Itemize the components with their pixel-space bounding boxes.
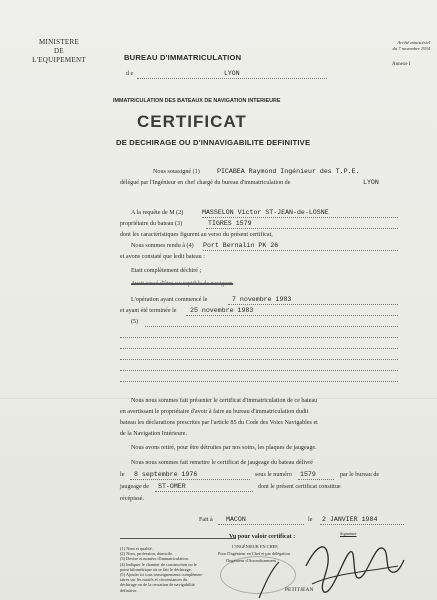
signatory-name: PETITJEAN	[285, 587, 314, 593]
dotted-line	[202, 217, 398, 218]
arrete-reference	[348, 40, 430, 52]
plaques-text: Nous avons retiré, pour être détruites par nos soins, les plaques de jaugeage.	[131, 445, 317, 451]
certificate-title: CERTIFICAT	[137, 112, 247, 131]
ingenieur-en-chef: L'INGÉNIEUR EN CHEF,	[232, 544, 279, 549]
presente-line-4: de la Navigation Intérieure.	[120, 431, 188, 437]
dotted-line	[228, 304, 398, 305]
jauge-number: 1579	[300, 471, 316, 478]
dotted-line	[120, 359, 398, 360]
start-date: 7 novembre 1983	[232, 296, 292, 303]
fait-city: MACON	[226, 516, 246, 523]
arrete-line: du 7 novembre 1934	[392, 46, 430, 51]
caracteristiques-text: dont les caractéristiques figurent au verso du présent certificat,	[120, 232, 273, 238]
par-delegation: Pour l'Ingénieur en Chef et par délégation	[218, 551, 290, 556]
bureau-title: BUREAU D'IMMATRICULATION	[124, 53, 242, 62]
dotted-line	[218, 524, 304, 525]
inspector-name: PICABEA Raymond Ingénieur des T.P.E.	[217, 168, 360, 175]
le-date-label: le	[308, 517, 313, 523]
place-location: Port Bernalin PK 26	[203, 242, 279, 249]
ministry-line: L'EQUIPEMENT	[32, 56, 86, 64]
par-bureau-label: par le bureau de	[340, 472, 380, 478]
signature-flourish	[255, 560, 285, 600]
footnote-item: (3) Devise et numéro d'immatriculation.	[120, 556, 189, 562]
delegue-line: délégué par l'Ingénieur en chef chargé du bureau d'immatriculation d	[120, 180, 288, 186]
boat-name: TIGRES 1579	[208, 220, 252, 227]
footnote-separator	[120, 538, 236, 539]
footnote-item: (2) Nom, profession, domicile.	[120, 551, 173, 557]
footnotes	[120, 546, 203, 593]
dotted-line	[130, 479, 250, 480]
ministry-line: DE	[54, 47, 64, 55]
commence-label: L'opération ayant commencé le	[131, 297, 208, 303]
dotted-line	[186, 315, 398, 316]
footnote-item: définitive.	[120, 587, 138, 593]
dotted-line	[120, 348, 398, 349]
dotted-line	[120, 337, 398, 338]
jauge-date: 8 septembre 1976	[134, 471, 198, 478]
dotted-line	[145, 326, 398, 327]
dotted-line	[203, 250, 398, 251]
ingenieur-arrondissement: l'Ingénieur d'Arrondissement	[226, 558, 276, 563]
presente-line-2: en avertissant le propriétaire d'avoir à faire au bureau d'immatriculation dudit	[120, 409, 309, 415]
dotted-line	[206, 228, 398, 229]
dotted-line	[137, 78, 327, 79]
handwritten-signature	[298, 526, 408, 600]
constitue-text: dont le présent certificat constitue	[258, 484, 341, 490]
certificate-date: 2 JANVIER 1984	[322, 516, 378, 523]
le-label: le	[120, 472, 125, 478]
end-date: 25 novembre 1983	[190, 307, 254, 314]
delegue-text	[120, 180, 290, 186]
terminee-label: et ayant été terminée le	[120, 308, 177, 314]
dotted-line	[320, 524, 404, 525]
footnote-item: point kilométrique où se fait le déchirage.	[120, 566, 192, 572]
footnote-item: taires sur les motifs et circonstances du	[120, 577, 188, 583]
cessation-text-struck: Avait cessé d'être susceptible de naviguer.	[131, 281, 234, 287]
annexe-label: Annexe I	[392, 62, 411, 67]
fait-label: Fait à	[199, 517, 213, 523]
delegue-suffix: e	[287, 180, 291, 186]
dotted-line	[155, 491, 253, 492]
bureau-city: LYON	[224, 70, 240, 77]
immatriculation-heading: IMMATRICULATION DES BATEAUX DE NAVIGATION INTERIEURE	[113, 98, 281, 104]
sous-numero-label: sous le numéro	[255, 472, 292, 478]
ministry-line: MINISTERE	[38, 38, 80, 46]
constate-text: et avons constaté que ledit bateau :	[120, 254, 205, 260]
dotted-line	[298, 479, 334, 480]
certificate-subtitle: DE DECHIRAGE OU D'INNAVIGABILITE DEFINITIVE	[116, 138, 311, 147]
delegue-city: LYON	[363, 179, 379, 186]
dotted-line	[120, 370, 398, 371]
presente-line-1: Nous nous sommes fait présenter le certificat d'immatriculation de ce bateau	[131, 398, 318, 404]
jaugeage-label: jaugeage de	[120, 484, 149, 490]
owner-name: MASSELON Victor ST-JEAN-de-LOSNE	[202, 209, 329, 216]
bureau-de-label: d e	[126, 71, 134, 77]
signature-label: Signature	[340, 531, 357, 536]
soussigne-label: Nous soussigné (1)	[153, 169, 200, 175]
requete-label: A la requête de M (2)	[131, 210, 184, 216]
rendu-label: Nous sommes rendu à (4)	[131, 243, 194, 249]
jauge-bureau: ST-OMER	[158, 483, 186, 490]
footnote-item: déchirage ou de la cessation de navigabilité	[120, 582, 195, 588]
footnote-item: (5) Ajouter ici tous renseignements complémen-	[120, 572, 203, 578]
dotted-line	[120, 381, 398, 382]
ministry-header	[20, 38, 98, 65]
vu-pour-valoir: Vu pour valoir certificat :	[229, 534, 296, 540]
footnote-item: (1) Nom et qualité.	[120, 546, 153, 551]
footnote-item: (4) Indiquer le chantier de construction ou le	[120, 561, 197, 567]
dechire-text: Etait complètement déchiré ;	[131, 268, 202, 274]
presente-line-3: bateau les déclarations prescrites par l'article 85 du Code des Voies Navigables et	[120, 420, 318, 426]
recepisse-text: récépissé.	[120, 496, 144, 502]
arrete-line: Arrêté ministériel	[397, 40, 430, 45]
remettre-text: Nous nous sommes fait remettre le certificat de jaugeage du bateau délivré	[131, 460, 313, 466]
note-5-label: (5)	[131, 319, 139, 325]
proprietaire-label: propriétaire du bateau (3)	[120, 221, 183, 227]
